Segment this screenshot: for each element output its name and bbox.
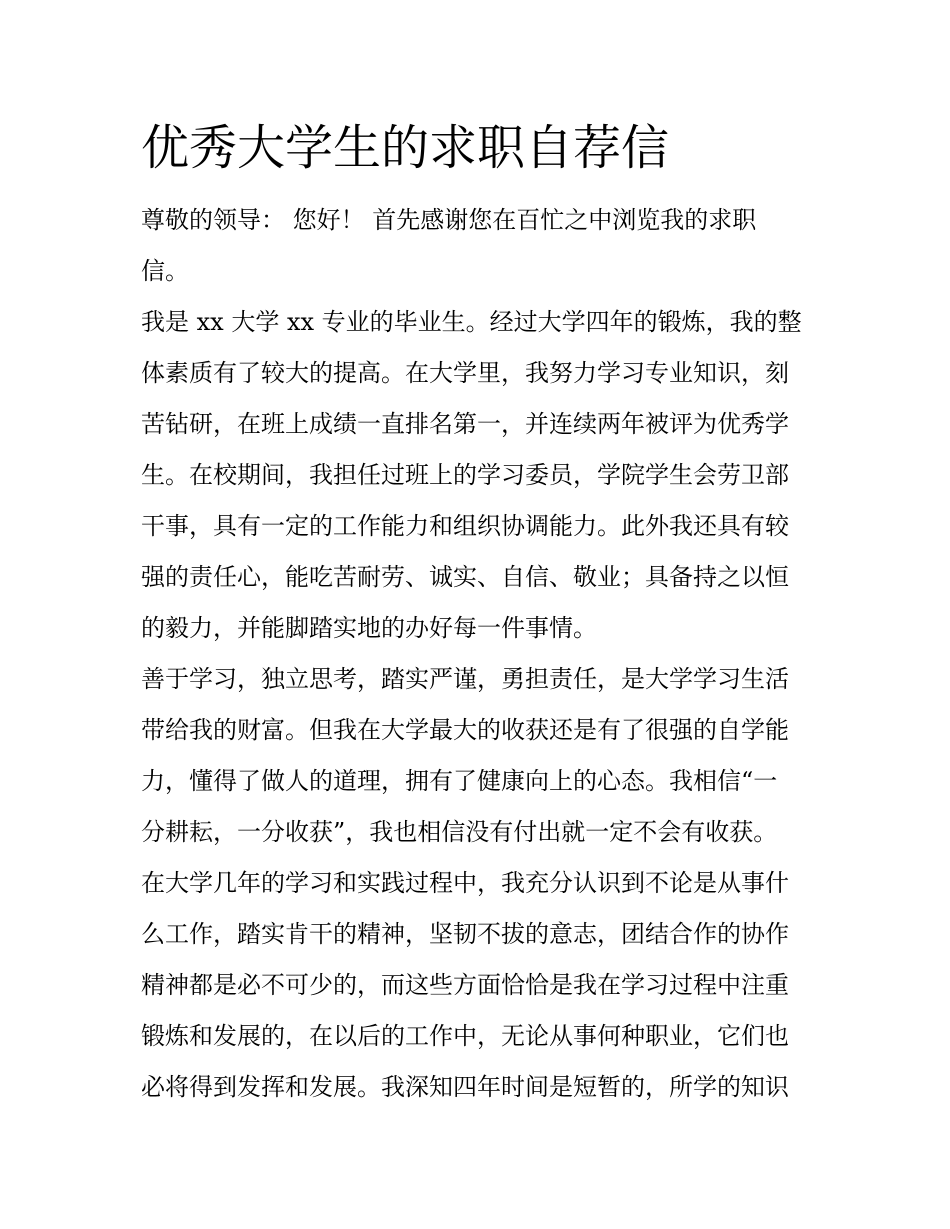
text-line: 带给我的财富。但我在大学最大的收获还是有了很强的自学能 (141, 716, 789, 744)
text-line: 分耕耘，一分收获”，我也相信没有付出就一定不会有收获。 (141, 818, 778, 846)
text-line: 善于学习，独立思考，踏实严谨，勇担责任，是大学学习生活 (141, 665, 789, 693)
text-line: 信。 (141, 257, 189, 285)
text-line: 么工作，踏实肯干的精神，坚韧不拔的意志，团结合作的协作 (141, 920, 789, 948)
document-title: 优秀大学生的求职自荐信 (141, 120, 670, 176)
text-line: 强的责任心，能吃苦耐劳、诚实、自信、敬业；具备持之以恒 (141, 563, 789, 591)
text-line: 必将得到发挥和发展。我深知四年时间是短暂的，所学的知识 (141, 1073, 789, 1101)
text-line: 锻炼和发展的，在以后的工作中，无论从事何种职业，它们也 (141, 1022, 789, 1050)
text-line: 在大学几年的学习和实践过程中，我充分认识到不论是从事什 (141, 869, 789, 897)
text-line: 干事，具有一定的工作能力和组织协调能力。此外我还具有较 (141, 512, 789, 540)
text-line: 苦钻研，在班上成绩一直排名第一，并连续两年被评为优秀学 (141, 410, 789, 438)
letter-body (141, 195, 821, 1113)
text-line: 尊敬的领导： 您好！ 首先感谢您在百忙之中浏览我的求职 (141, 206, 757, 234)
text-line: 体素质有了较大的提高。在大学里，我努力学习专业知识，刻 (141, 359, 789, 387)
text-line: 的毅力，并能脚踏实地的办好每一件事情。 (141, 614, 597, 642)
text-line: 精神都是必不可少的，而这些方面恰恰是我在学习过程中注重 (141, 971, 789, 999)
text-line: 生。在校期间，我担任过班上的学习委员，学院学生会劳卫部 (141, 461, 789, 489)
text-line: 力，懂得了做人的道理，拥有了健康向上的心态。我相信“一 (141, 767, 778, 795)
text-line: 我是 xx 大学 xx 专业的毕业生。经过大学四年的锻炼，我的整 (141, 308, 802, 336)
